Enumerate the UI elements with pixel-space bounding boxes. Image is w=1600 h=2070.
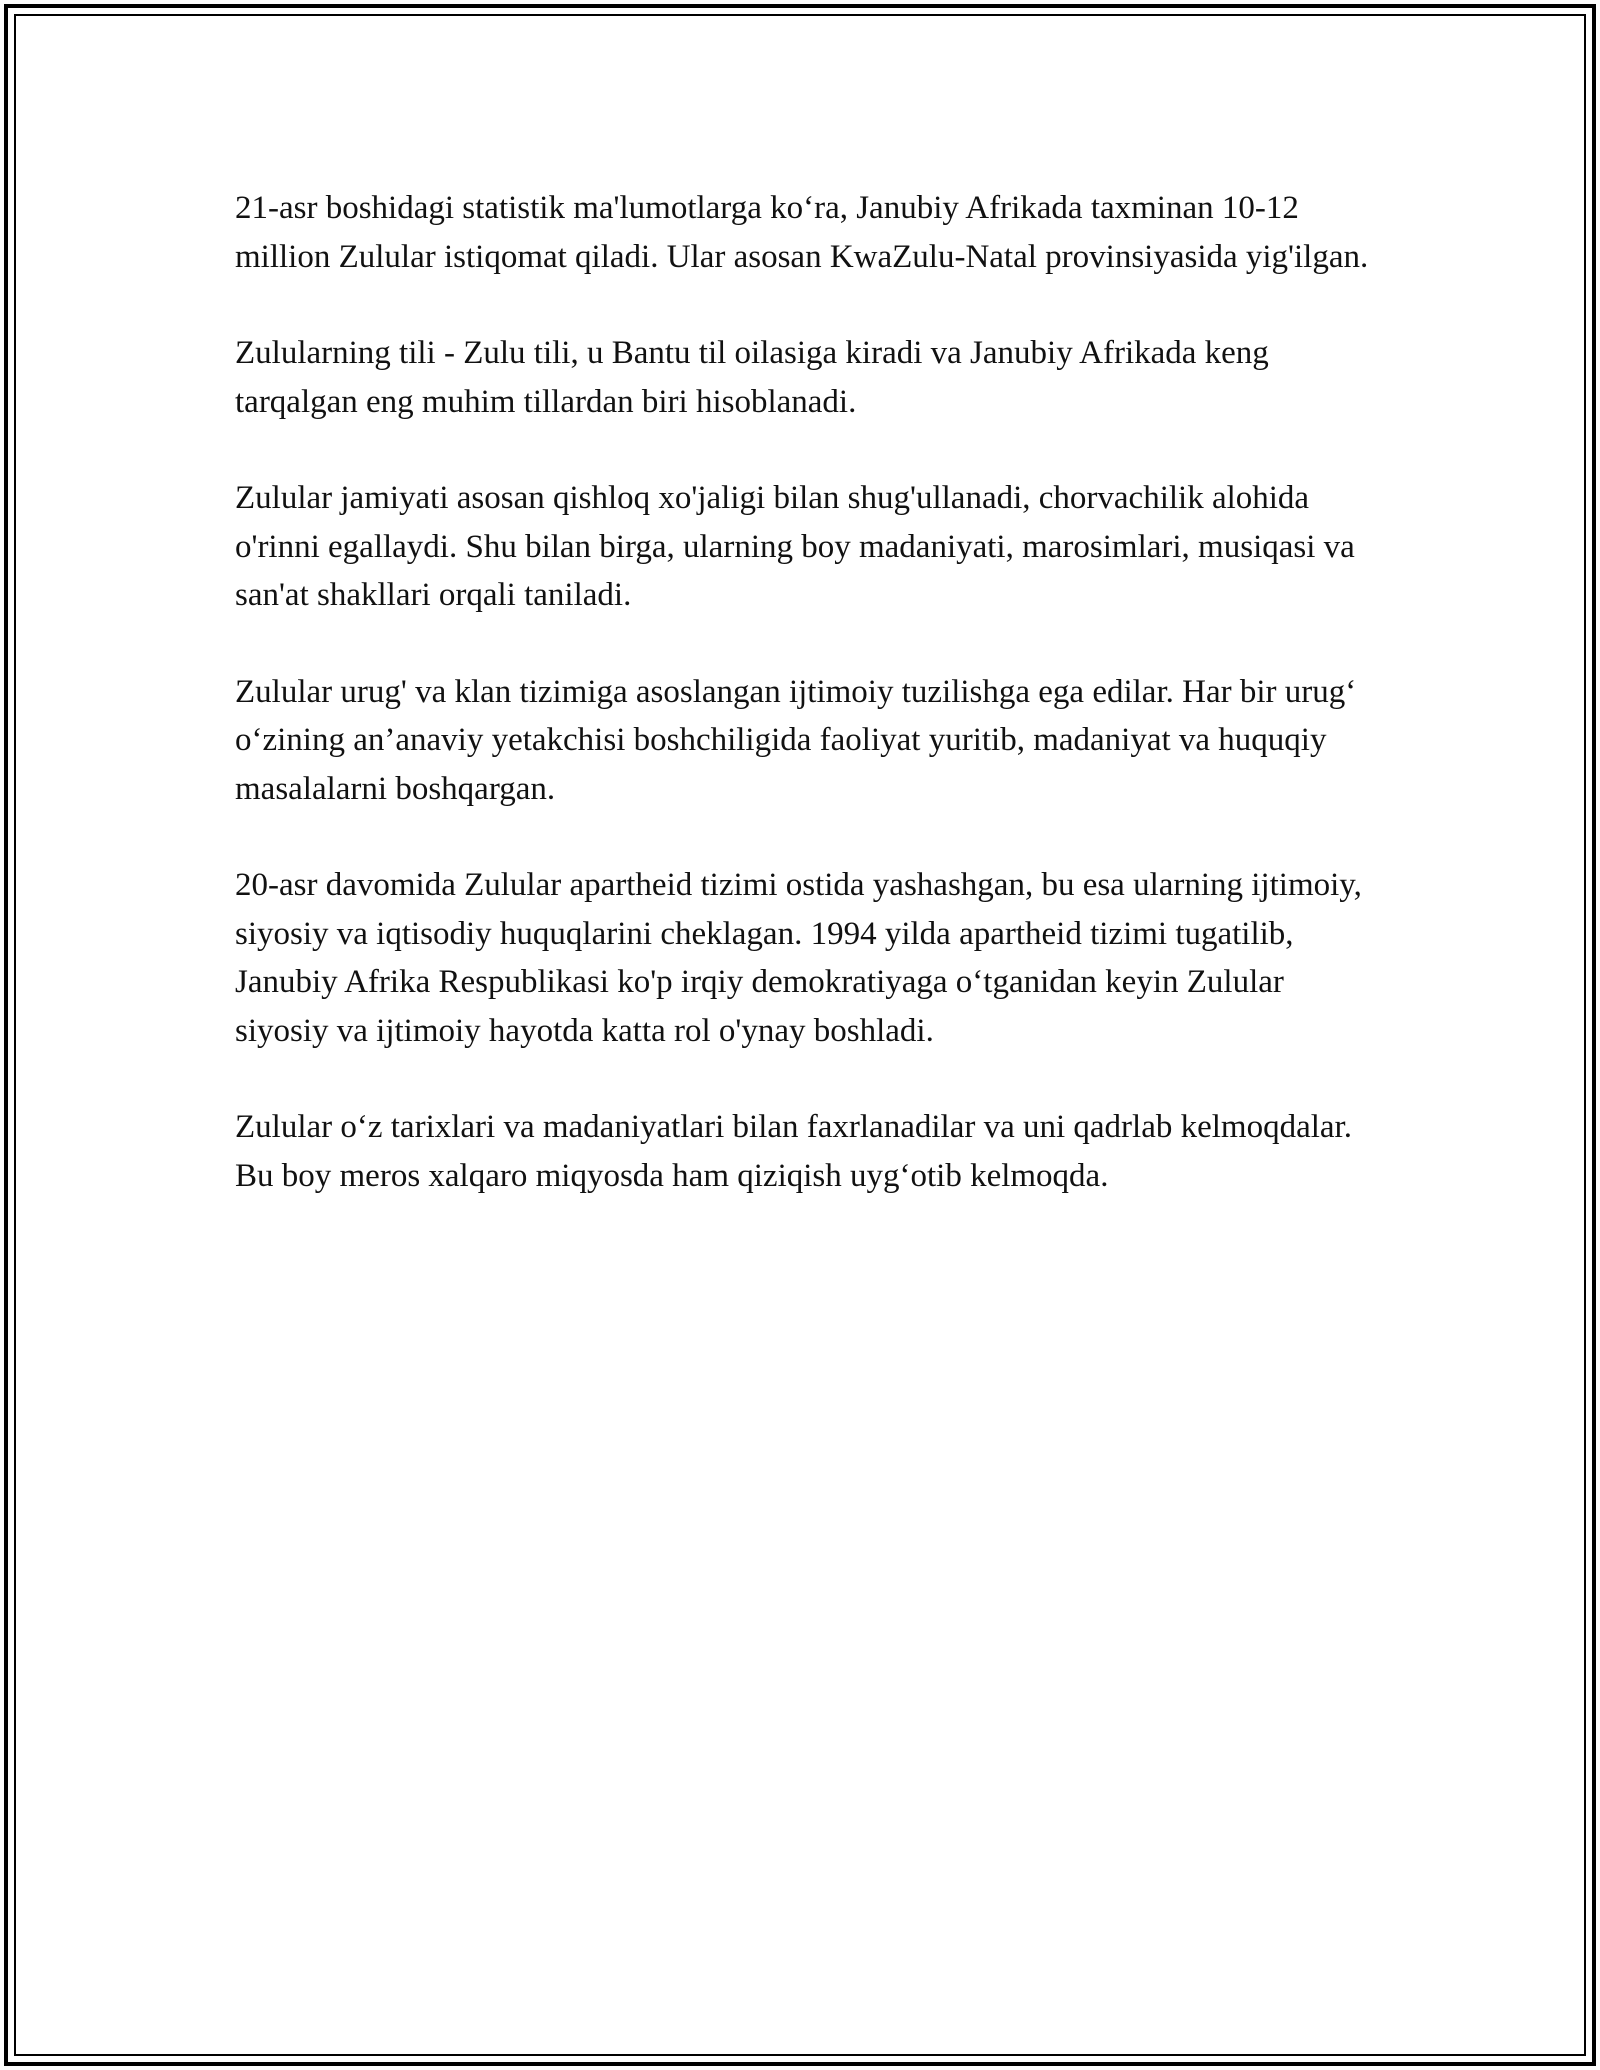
document-body xyxy=(235,184,1385,1248)
paragraph-society: Zulular jamiyati asosan qishloq xo'jaligi bilan shug'ullanadi, chorvachilik alohida o'rinni egallaydi. Shu bilan birga, ularning boy madaniyati, marosimlari, musiqasi va san'at shakllari orqali taniladi. xyxy=(235,480,1355,613)
paragraph-apartheid: 20-asr davomida Zulular apartheid tizimi ostida yashashgan, bu esa ularning ijtimoiy, siyosiy va iqtisodiy huquqlarini cheklagan. 1994 yilda apartheid tizimi tugatilib, Janubiy Afrika Respublikasi ko'p irqiy demokratiyaga o‘tganidan keyin Zulular siyosiy va ijtimoiy hayotda katta rol o'ynay boshladi. xyxy=(235,867,1362,1049)
paragraph-population: 21-asr boshidagi statistik ma'lumotlarga ko‘ra, Janubiy Afrikada taxminan 10-12 million Zulular istiqomat qiladi. Ular asosan KwaZulu-Natal provinsiyasida yig'ilgan. xyxy=(235,190,1369,275)
paragraph-heritage: Zulular o‘z tarixlari va madaniyatlari bilan faxrlanadilar va uni qadrlab kelmoqdalar. Bu boy meros xalqaro miqyosda ham qiziqish uyg‘otib kelmoqda. xyxy=(235,1109,1352,1194)
paragraph-language: Zulularning tili - Zulu tili, u Bantu til oilasiga kiradi va Janubiy Afrikada keng tarqalgan eng muhim tillardan biri hisoblanadi. xyxy=(235,335,1269,420)
paragraph-clan-structure: Zulular urug' va klan tizimiga asoslangan ijtimoiy tuzilishga ega edilar. Har bir urug‘ o‘zining an’anaviy yetakchisi boshchiligida faoliyat yuritib, madaniyat va huquqiy masalalarni boshqargan. xyxy=(235,673,1357,807)
